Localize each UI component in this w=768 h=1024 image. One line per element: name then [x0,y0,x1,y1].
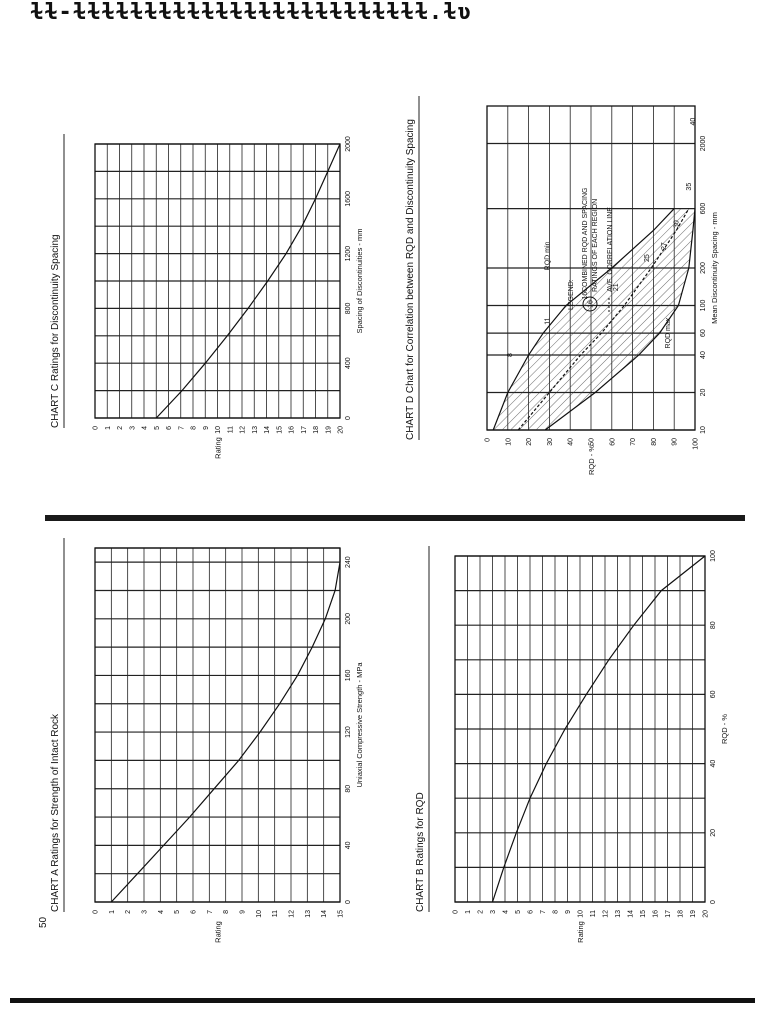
x-tick-labels [710,550,717,904]
y-tick-label: 15 [337,910,345,918]
y-tick-label: 12 [288,910,296,918]
y-tick-label: 4 [502,910,510,914]
y-tick-label: 6 [190,910,198,914]
legend-title: LEGEND: [568,279,575,310]
x-tick-label: 2000 [345,136,352,152]
y-axis-label: Rating [576,921,585,943]
x-axis-label: Mean Discontinuity Spacing - mm [710,212,719,324]
x-tick-label: 20 [710,828,717,837]
x-tick-label: 240 [345,556,352,569]
y-tick-label: 50 [588,438,596,446]
y-tick-label: 17 [665,910,672,918]
y-tick-label: 1 [104,426,112,430]
x-tick-label: 160 [345,669,352,682]
y-tick-label: 5 [515,910,522,914]
y-axis-label: Rating [213,921,223,943]
chart-title: CHART C Ratings for Discontinuity Spacing [50,234,61,428]
page-bottom-rule [10,998,755,1003]
y-tick-label: 7 [178,426,186,430]
x-tick-label: 40 [700,351,707,359]
y-tick-label: 20 [337,426,345,434]
y-tick-label: 0 [92,426,100,430]
y-tick-labels [93,426,345,434]
region-rating: 16 [581,291,589,300]
y-tick-label: 90 [671,438,679,446]
region-rating: 21 [613,283,621,292]
y-tick-label: 13 [615,910,622,918]
gridlines [455,556,705,902]
y-tick-labels [93,910,345,918]
label-rqd-min: RQD min [544,241,552,271]
y-tick-label: 8 [190,426,198,430]
region-rating: 27 [660,242,668,250]
y-tick-label: 16 [288,426,296,434]
x-tick-label: 60 [710,690,717,699]
x-tick-label: 0 [345,900,352,904]
gridlines [95,548,340,902]
y-tick-label: 30 [546,438,554,446]
y-tick-label: 12 [602,910,610,918]
y-tick-label: 2 [125,910,133,914]
x-tick-label: 200 [700,262,707,274]
y-tick-label: 0 [484,438,492,442]
y-tick-label: 7 [206,910,214,914]
y-tick-label: 6 [166,426,173,430]
chart-title: CHART D Chart for Correlation between RQD and Discontinuity Spacing [405,119,416,440]
y-tick-label: 6 [527,910,535,914]
y-tick-label: 10 [505,438,513,446]
x-axis-label: RQD - % [720,714,729,744]
y-tick-label: 18 [313,426,320,434]
y-tick-label: 11 [227,426,235,434]
chart-d [395,70,745,500]
x-tick-label: 80 [345,784,352,793]
y-tick-label: 5 [153,426,161,430]
x-tick-label: 0 [710,900,717,904]
gridlines [95,144,340,418]
y-tick-labels [453,910,710,918]
x-tick-label: 2000 [700,135,707,152]
y-tick-label: 2 [477,910,485,914]
plot-frame [95,548,340,902]
x-tick-label: 600 [700,202,707,215]
y-tick-label: 19 [690,910,697,918]
x-tick-label: 1200 [345,245,352,262]
x-tick-labels [345,136,352,420]
chart-a [40,530,380,1000]
y-tick-label: 70 [630,438,638,446]
region-rating: 11 [544,317,552,325]
x-tick-label: 0 [345,416,352,420]
y-tick-label: 18 [677,910,685,918]
x-tick-label: 20 [700,388,707,397]
x-tick-label: 120 [345,726,352,738]
y-tick-label: 0 [452,910,460,914]
y-tick-label: 13 [251,426,259,434]
x-tick-label: 60 [700,329,707,338]
y-axis-label: Rating [213,437,223,459]
y-tick-label: 100 [692,438,700,450]
legend-symbol-value: 16 [587,300,595,308]
y-tick-label: 3 [490,910,497,914]
y-tick-label: 9 [565,910,572,914]
y-tick-label: 5 [174,910,182,914]
region-rating: 25 [644,254,652,263]
region-rating: 30 [673,220,681,229]
legend-region-text-1: COMBINED RQD AND SPACING [582,187,589,292]
y-tick-label: 16 [652,910,660,918]
spiral-binding [0,0,768,26]
y-tick-label: 40 [567,438,575,446]
chart-title: CHART A Ratings for Strength of Intact Rock [50,713,61,912]
region-rating: 35 [685,182,693,191]
x-tick-label: 400 [345,357,352,370]
y-tick-label: 80 [650,438,658,446]
y-tick-label: 15 [276,426,284,434]
y-tick-label: 0 [92,910,100,914]
y-tick-label: 10 [255,910,263,918]
y-tick-label: 7 [540,910,547,914]
y-tick-label: 10 [215,426,222,434]
x-axis-label: Spacing of Discontinuities - mm [355,228,364,334]
chart-c [40,70,380,500]
x-tick-label: 1600 [345,191,352,207]
y-tick-label: 3 [129,426,137,430]
y-tick-label: 11 [590,910,597,918]
y-tick-label: 4 [157,910,165,914]
y-tick-label: 14 [321,910,329,918]
chart-b [405,530,745,1000]
y-tick-label: 15 [640,910,647,918]
y-tick-label: 19 [325,426,333,434]
y-axis-label: RQD - % [587,445,596,475]
y-tick-label: 3 [141,910,149,914]
x-tick-label: 40 [345,841,352,850]
y-tick-label: 2 [117,426,124,430]
y-tick-label: 1 [465,910,472,914]
y-tick-label: 12 [239,426,247,434]
y-tick-label: 20 [526,438,534,446]
x-tick-label: 10 [700,426,707,434]
x-tick-label: 100 [700,299,707,312]
x-tick-labels [700,136,707,434]
legend-region-text-2: RATINGS OF EACH REGION [592,198,599,292]
x-tick-label: 40 [710,759,717,768]
y-tick-label: 10 [577,910,585,918]
y-tick-label: 9 [239,910,247,914]
region-rating: 8 [506,353,514,357]
y-tick-label: 11 [272,910,280,918]
binding-marks: ɫɫ-ɫɫɫɫɫɫɫɫɫɫɫɫɫɫɫɫɫɫɫɫɫɫɫɫɫ.ɫʋ [30,0,472,25]
y-tick-label: 9 [202,426,210,430]
y-tick-label: 20 [702,910,710,918]
chart-separator [45,515,745,521]
y-tick-label: 17 [300,426,308,434]
legend-line-text: AVE. CORRELATION LINE [607,207,614,292]
y-tick-label: 8 [223,910,231,914]
x-tick-label: 100 [710,550,717,562]
y-tick-label: 13 [304,910,312,918]
y-tick-label: 8 [552,910,560,914]
y-tick-label: 4 [141,426,149,430]
label-rqd-max: RQD max [665,317,673,349]
x-tick-label: 80 [710,621,717,630]
y-tick-label: 14 [627,910,635,918]
x-tick-label: 800 [345,302,352,315]
page-number: 50 [38,916,49,928]
region-rating: 40 [690,117,697,126]
x-axis-label: Uniaxial Compressive Strength - MPa [355,662,364,788]
y-tick-label: 60 [609,438,617,446]
x-tick-label: 200 [345,612,352,625]
chart-title: CHART B Ratings for RQD [415,792,426,912]
y-tick-label: 1 [108,910,116,914]
y-tick-label: 14 [264,426,271,434]
x-tick-labels [345,556,352,904]
